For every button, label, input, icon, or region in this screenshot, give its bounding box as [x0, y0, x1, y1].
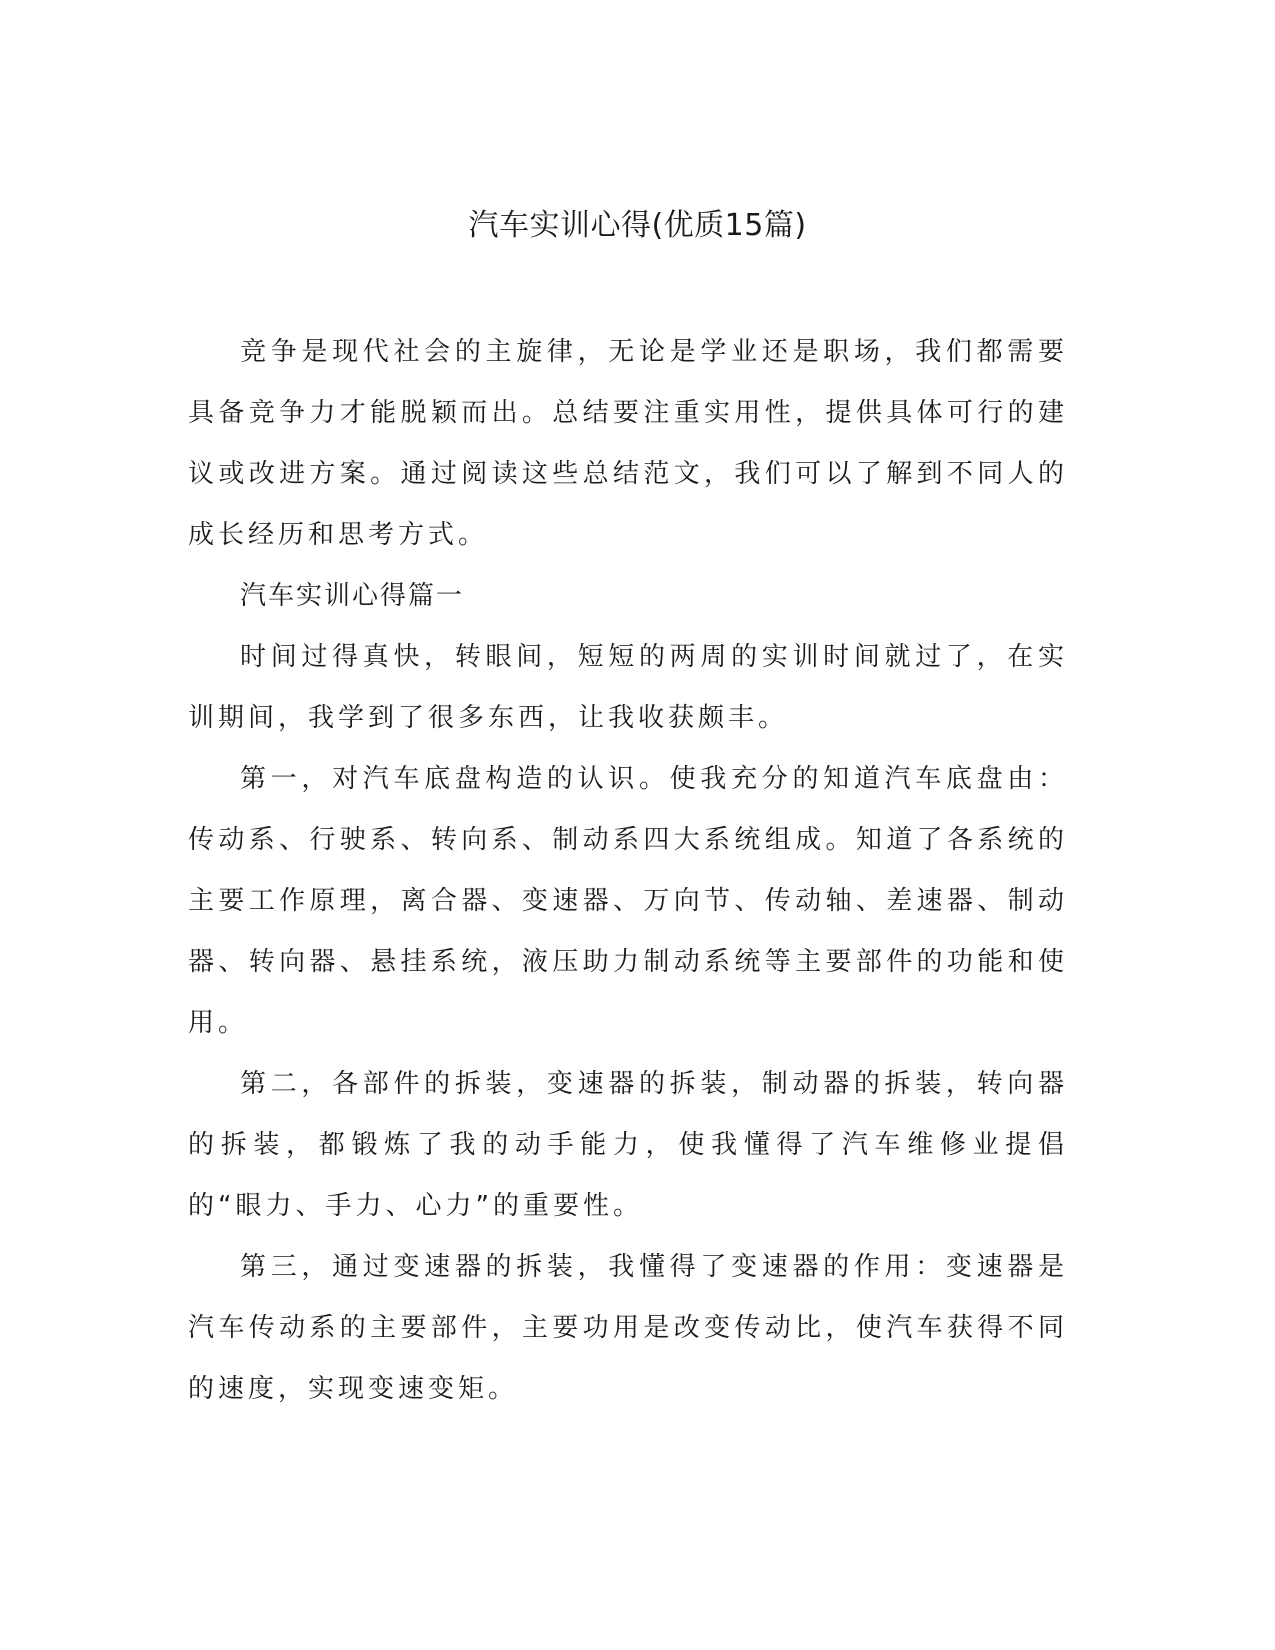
body-paragraph: 第三，通过变速器的拆装，我懂得了变速器的作用：变速器是汽车传动系的主要部件，主要功用是改变传动比，使汽车获得不同的速度，实现变速变矩。 [188, 1252, 1068, 1404]
body-paragraph: 第二，各部件的拆装，变速器的拆装，制动器的拆装，转向器的拆装，都锻炼了我的动手能力，使我懂得了汽车维修业提倡的“眼力、手力、心力”的重要性。 [188, 1069, 1068, 1221]
body-paragraph: 时间过得真快，转眼间，短短的两周的实训时间就过了，在实训期间，我学到了很多东西，让我收获颇丰。 [188, 642, 1068, 733]
document-body [188, 322, 1068, 1420]
document-title: 汽车实训心得(优质15篇) [468, 208, 807, 243]
section-heading: 汽车实训心得篇一 [240, 581, 465, 611]
intro-paragraph: 竞争是现代社会的主旋律，无论是学业还是职场，我们都需要具备竞争力才能脱颖而出。总结要注重实用性，提供具体可行的建议或改进方案。通过阅读这些总结范文，我们可以了解到不同人的成长经历和思考方式。 [188, 337, 1068, 550]
body-paragraph: 第一，对汽车底盘构造的认识。使我充分的知道汽车底盘由：传动系、行驶系、转向系、制动系四大系统组成。知道了各系统的主要工作原理，离合器、变速器、万向节、传动轴、差速器、制动器、转向器、悬挂系统，液压助力制动系统等主要部件的功能和使用。 [188, 764, 1068, 1038]
